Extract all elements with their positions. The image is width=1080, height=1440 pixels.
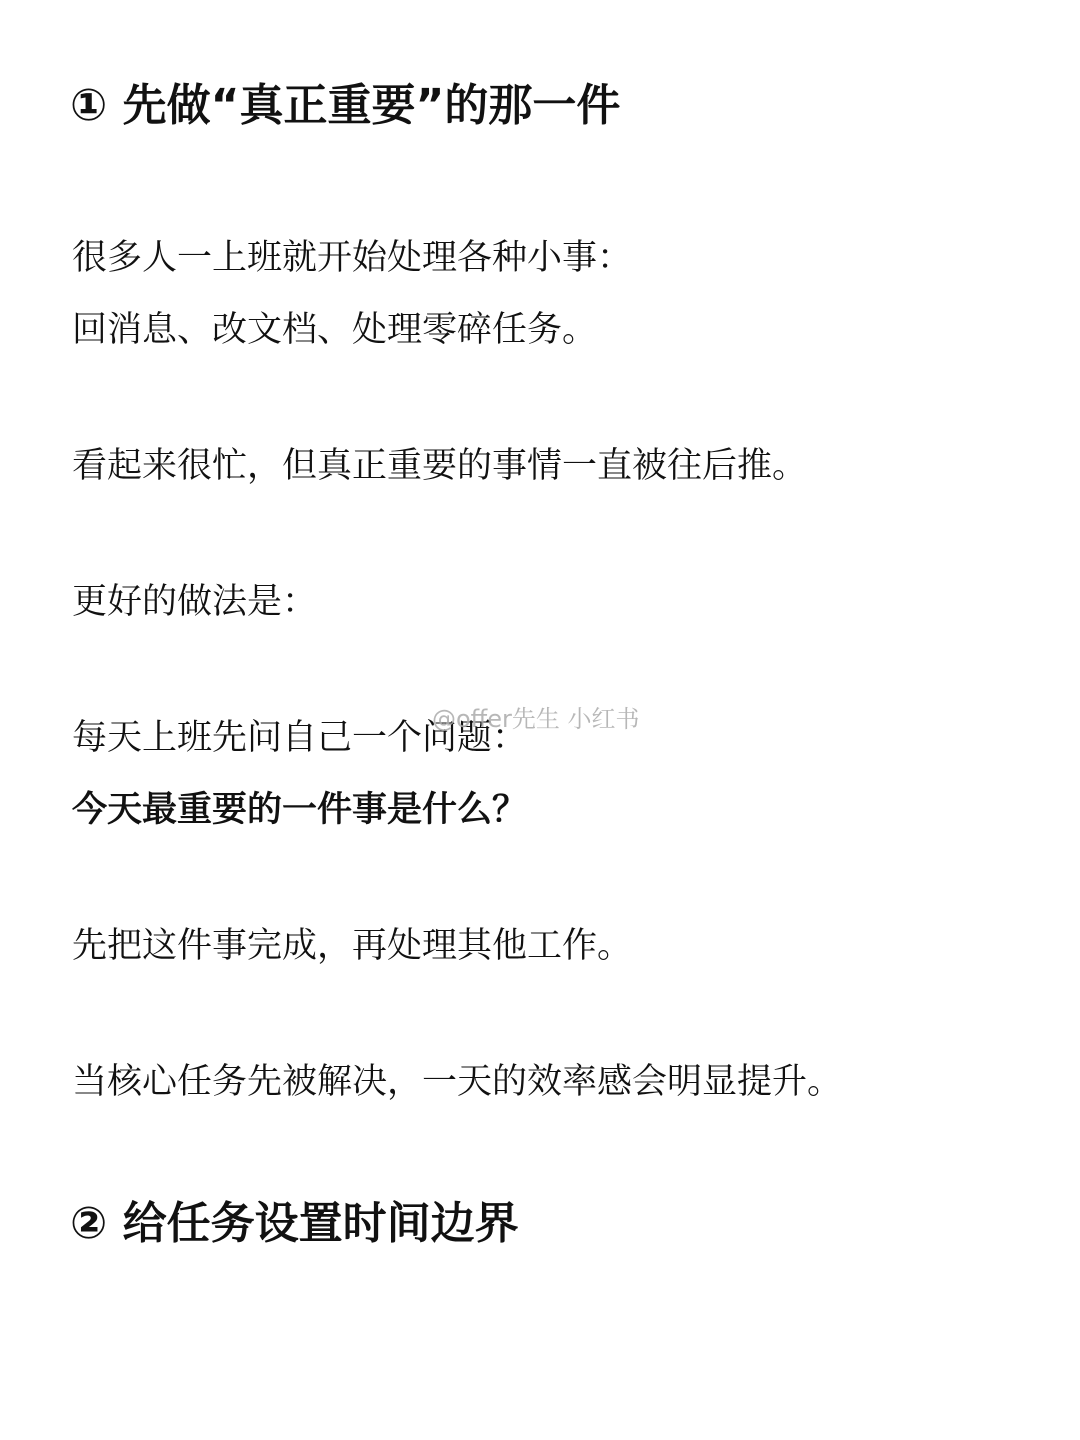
- section-1-heading: ① 先做“真正重要”的那一件: [70, 80, 621, 131]
- paragraph-line: 每天上班先问自己一个问题：: [72, 718, 528, 758]
- section-2-heading: ② 给任务设置时间边界: [70, 1198, 519, 1249]
- paragraph-line: 更好的做法是：: [72, 582, 318, 622]
- paragraph-line: 看起来很忙，但真正重要的事情一直被往后推。: [72, 446, 808, 486]
- paragraph-line: 先把这件事完成，再处理其他工作。: [72, 926, 633, 966]
- key-question: 今天最重要的一件事是什么？: [72, 790, 528, 830]
- paragraph-line: 当核心任务先被解决，一天的效率感会明显提升。: [72, 1062, 843, 1102]
- watermark: @offer先生 小红书: [432, 705, 640, 733]
- paragraph-line: 很多人一上班就开始处理各种小事：: [72, 238, 633, 278]
- paragraph-line: 回消息、改文档、处理零碎任务。: [72, 310, 598, 350]
